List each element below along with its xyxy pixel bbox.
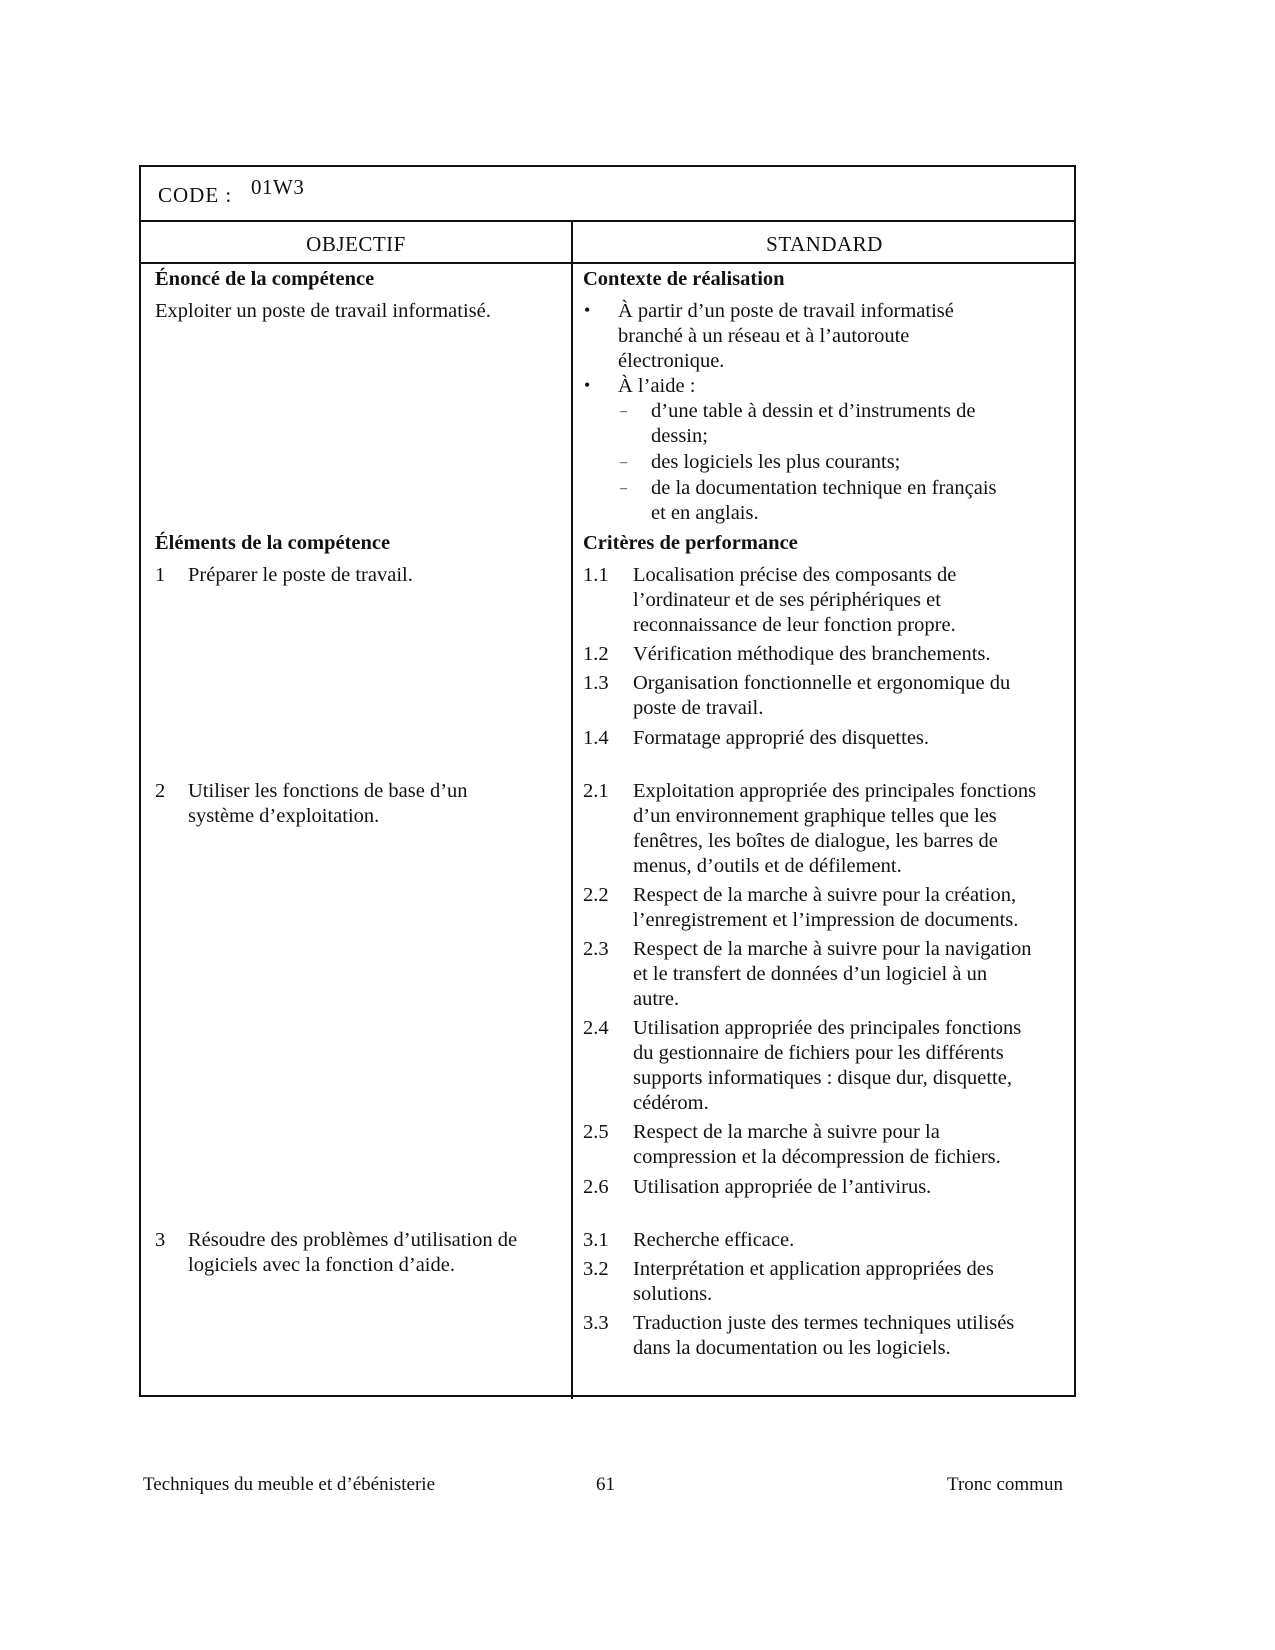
critere-text: Formatage approprié des disquettes. — [633, 727, 930, 749]
subitem-text: d’une table à dessin et d’instruments de — [651, 400, 976, 422]
element-number: 1 — [155, 564, 166, 586]
subitem-text: de la documentation technique en français — [651, 477, 997, 499]
critere-text: du gestionnaire de fichiers pour les différents — [633, 1042, 1004, 1064]
dash-icon: – — [620, 481, 627, 496]
code-value: 01W3 — [251, 175, 305, 199]
critere-text: Localisation précise des composants de — [633, 564, 957, 586]
contexte-text: À l’aide : — [618, 375, 696, 397]
element-text: logiciels avec la fonction d’aide. — [188, 1254, 455, 1276]
critere-number: 1.2 — [583, 643, 609, 665]
critere-text: Traduction juste des termes techniques utilisés — [633, 1312, 1015, 1334]
critere-text: Respect de la marche à suivre pour la — [633, 1121, 940, 1143]
enonce-title: Énoncé de la compétence — [155, 268, 375, 290]
subitem-text: des logiciels les plus courants; — [651, 451, 901, 473]
critere-text: fenêtres, les boîtes de dialogue, les barres de — [633, 830, 998, 852]
column-header-objectif: OBJECTIF — [306, 232, 406, 256]
dash-icon: – — [620, 404, 627, 419]
critere-text: Respect de la marche à suivre pour la navigation — [633, 938, 1032, 960]
critere-text: Respect de la marche à suivre pour la création, — [633, 884, 1017, 906]
critere-text: supports informatiques : disque dur, disquette, — [633, 1067, 1012, 1089]
critere-text: poste de travail. — [633, 697, 764, 719]
critere-text: cédérom. — [633, 1092, 709, 1114]
column-header-standard: STANDARD — [766, 232, 883, 256]
footer-section: Tronc commun — [947, 1474, 1063, 1495]
elements-title: Éléments de la compétence — [155, 532, 391, 554]
element-text: Préparer le poste de travail. — [188, 564, 413, 586]
critere-text: menus, d’outils et de défilement. — [633, 855, 902, 877]
element-text: système d’exploitation. — [188, 805, 380, 827]
critere-text: autre. — [633, 988, 680, 1010]
critere-text: l’enregistrement et l’impression de documents. — [633, 909, 1019, 931]
contexte-title: Contexte de réalisation — [583, 268, 785, 290]
column-divider — [571, 222, 573, 1399]
critere-text: reconnaissance de leur fonction propre. — [633, 614, 956, 636]
critere-number: 1.1 — [583, 564, 609, 586]
subitem-text: dessin; — [651, 425, 708, 447]
critere-text: Recherche efficace. — [633, 1229, 795, 1251]
critere-number: 2.5 — [583, 1121, 609, 1143]
contexte-text: électronique. — [618, 350, 725, 372]
bullet-icon: • — [584, 300, 591, 320]
critere-text: Exploitation appropriée des principales fonctions — [633, 780, 1037, 802]
element-number: 3 — [155, 1229, 166, 1251]
critere-text: Vérification méthodique des branchements. — [633, 643, 991, 665]
critere-text: et le transfert de données d’un logiciel à un — [633, 963, 988, 985]
footer-program-name: Techniques du meuble et d’ébénisterie — [143, 1474, 436, 1495]
critere-text: Utilisation appropriée des principales fonctions — [633, 1017, 1022, 1039]
dash-icon: – — [620, 455, 627, 470]
element-text: Résoudre des problèmes d’utilisation de — [188, 1229, 518, 1251]
critere-number: 2.4 — [583, 1017, 609, 1039]
subitem-text: et en anglais. — [651, 502, 759, 524]
critere-number: 2.2 — [583, 884, 609, 906]
critere-number: 2.1 — [583, 780, 609, 802]
criteres-title: Critères de performance — [583, 532, 798, 554]
critere-number: 1.3 — [583, 672, 609, 694]
critere-number: 3.3 — [583, 1312, 609, 1334]
column-header-row — [141, 222, 1074, 264]
contexte-text: À partir d’un poste de travail informatisé — [618, 300, 954, 322]
critere-number: 2.3 — [583, 938, 609, 960]
critere-text: dans la documentation ou les logiciels. — [633, 1337, 951, 1359]
bullet-icon: • — [584, 375, 591, 395]
critere-number: 3.2 — [583, 1258, 609, 1280]
critere-number: 3.1 — [583, 1229, 609, 1251]
contexte-text: branché à un réseau et à l’autoroute — [618, 325, 910, 347]
element-number: 2 — [155, 780, 166, 802]
critere-text: solutions. — [633, 1283, 713, 1305]
critere-text: d’un environnement graphique telles que les — [633, 805, 997, 827]
critere-text: Utilisation appropriée de l’antivirus. — [633, 1176, 932, 1198]
critere-text: Interprétation et application appropriées des — [633, 1258, 994, 1280]
element-text: Utiliser les fonctions de base d’un — [188, 780, 468, 802]
critere-number: 1.4 — [583, 727, 609, 749]
critere-text: compression et la décompression de fichiers. — [633, 1146, 1001, 1168]
code-label: CODE : — [158, 183, 233, 207]
code-row — [141, 167, 1074, 222]
critere-text: l’ordinateur et de ses périphériques et — [633, 589, 941, 611]
enonce-text: Exploiter un poste de travail informatisé. — [155, 300, 491, 322]
critere-text: Organisation fonctionnelle et ergonomique du — [633, 672, 1011, 694]
critere-number: 2.6 — [583, 1176, 609, 1198]
page-number: 61 — [596, 1474, 615, 1495]
